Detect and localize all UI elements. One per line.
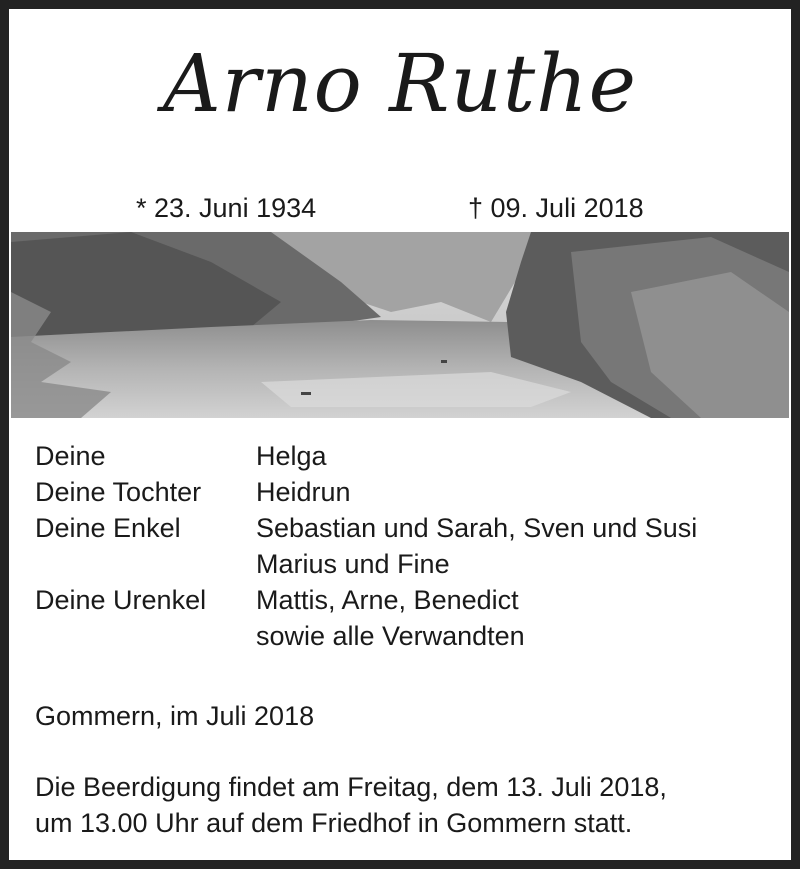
family-name-line: Helga (256, 441, 327, 471)
relation-label: Deine (35, 441, 106, 471)
death-date: † 09. Juli 2018 (468, 193, 644, 223)
family-names (256, 510, 697, 582)
family-name-line: Marius und Fine (256, 549, 450, 579)
family-list (35, 438, 697, 654)
funeral-line: um 13.00 Uhr auf dem Friedhof in Gommern statt. (35, 808, 633, 838)
relation-label: Deine Enkel (35, 513, 181, 543)
family-name-line: Heidrun (256, 477, 351, 507)
lake-landscape-photo (11, 232, 789, 418)
deceased-name: Arno Ruthe (163, 37, 637, 130)
family-names (256, 474, 351, 510)
family-name-line: Mattis, Arne, Benedict (256, 585, 519, 615)
funeral-line: Die Beerdigung findet am Freitag, dem 13. Juli 2018, (35, 772, 667, 802)
family-row (35, 510, 697, 582)
family-name-line: Sebastian und Sarah, Sven und Susi (256, 513, 698, 543)
family-names (256, 582, 525, 654)
family-row (35, 582, 697, 654)
family-row (35, 438, 697, 474)
relation-label: Deine Tochter (35, 477, 202, 507)
family-row (35, 474, 697, 510)
place-date: Gommern, im Juli 2018 (35, 701, 315, 731)
relation-label: Deine Urenkel (35, 585, 207, 615)
birth-date: * 23. Juni 1934 (136, 193, 317, 223)
funeral-info (35, 769, 667, 841)
family-name-line: sowie alle Verwandten (256, 621, 525, 651)
family-names (256, 438, 327, 474)
